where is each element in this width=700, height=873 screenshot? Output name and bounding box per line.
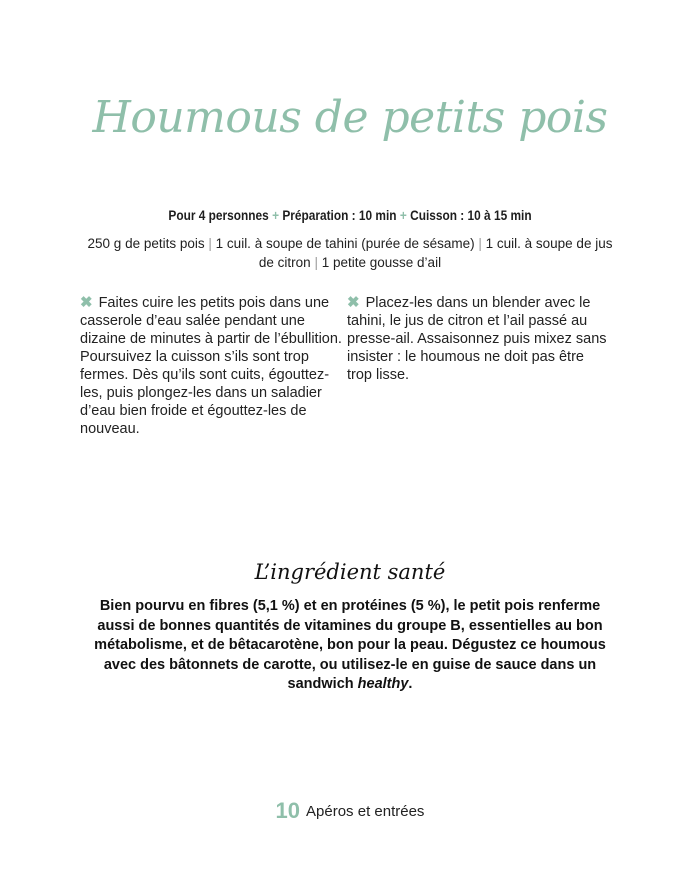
recipe-title: Houmous de petits pois [92, 92, 608, 143]
health-text-italic: healthy [357, 676, 409, 692]
page-footer [0, 798, 700, 824]
ingredient-list [80, 234, 620, 272]
health-paragraph [82, 597, 618, 695]
servings: Pour 4 personnes [168, 208, 269, 223]
ingredient-item: 1 cuil. à soupe de tahini (purée de sésame) [215, 236, 475, 251]
step-1 [80, 294, 342, 438]
page-number: 10 [275, 798, 301, 823]
health-text: Bien pourvu en fibres (5,1 %) et en protéines (5 %), le petit pois renferme aussi de bonnes quantités de vitamines du groupe B, essentielles au bon métabolisme, et de bêtacarotène, bon pour la peau. Dégustez ce houmous avec des bâtonnets de carotte, ou utilisez-le en guise de sauce dans un sandwich [94, 598, 606, 692]
step-2 [347, 294, 612, 384]
section-name: Apéros et entrées [306, 803, 425, 820]
ingredient-item: 1 cuil. à soupe de jus de citron [258, 236, 613, 270]
cross-icon: ✖ [80, 294, 93, 311]
cross-icon: ✖ [347, 294, 360, 311]
health-text-end: . [408, 676, 413, 692]
ingredient-separator: | [478, 236, 482, 251]
prep-time: Préparation : 10 min [282, 208, 397, 223]
ingredient-separator: | [208, 236, 212, 251]
health-heading: L’ingrédient santé [254, 560, 446, 584]
cook-time: Cuisson : 10 à 15 min [410, 208, 532, 223]
meta-separator: + [272, 208, 280, 223]
step-text: Faites cuire les petits pois dans une casserole d’eau salée pendant une dizaine de minutes à partir de l’ébullition. Poursuivez la cuisson s’ils sont trop fermes. Dès qu’ils sont cuits, égouttez-les, puis plongez-les dans un saladier d’eau bien froide et égouttez-les de nouveau. [80, 295, 342, 437]
ingredient-item: 250 g de petits pois [87, 236, 205, 251]
step-text: Placez-les dans un blender avec le tahini, le jus de citron et l’ail passé au presse-ail. Assaisonnez puis mixez sans insister : le houmous ne doit pas être trop lisse. [347, 295, 607, 383]
meta-separator: + [399, 208, 407, 223]
ingredient-item: 1 petite gousse d’ail [321, 255, 442, 270]
ingredient-separator: | [314, 255, 318, 270]
recipe-meta [42, 208, 658, 223]
